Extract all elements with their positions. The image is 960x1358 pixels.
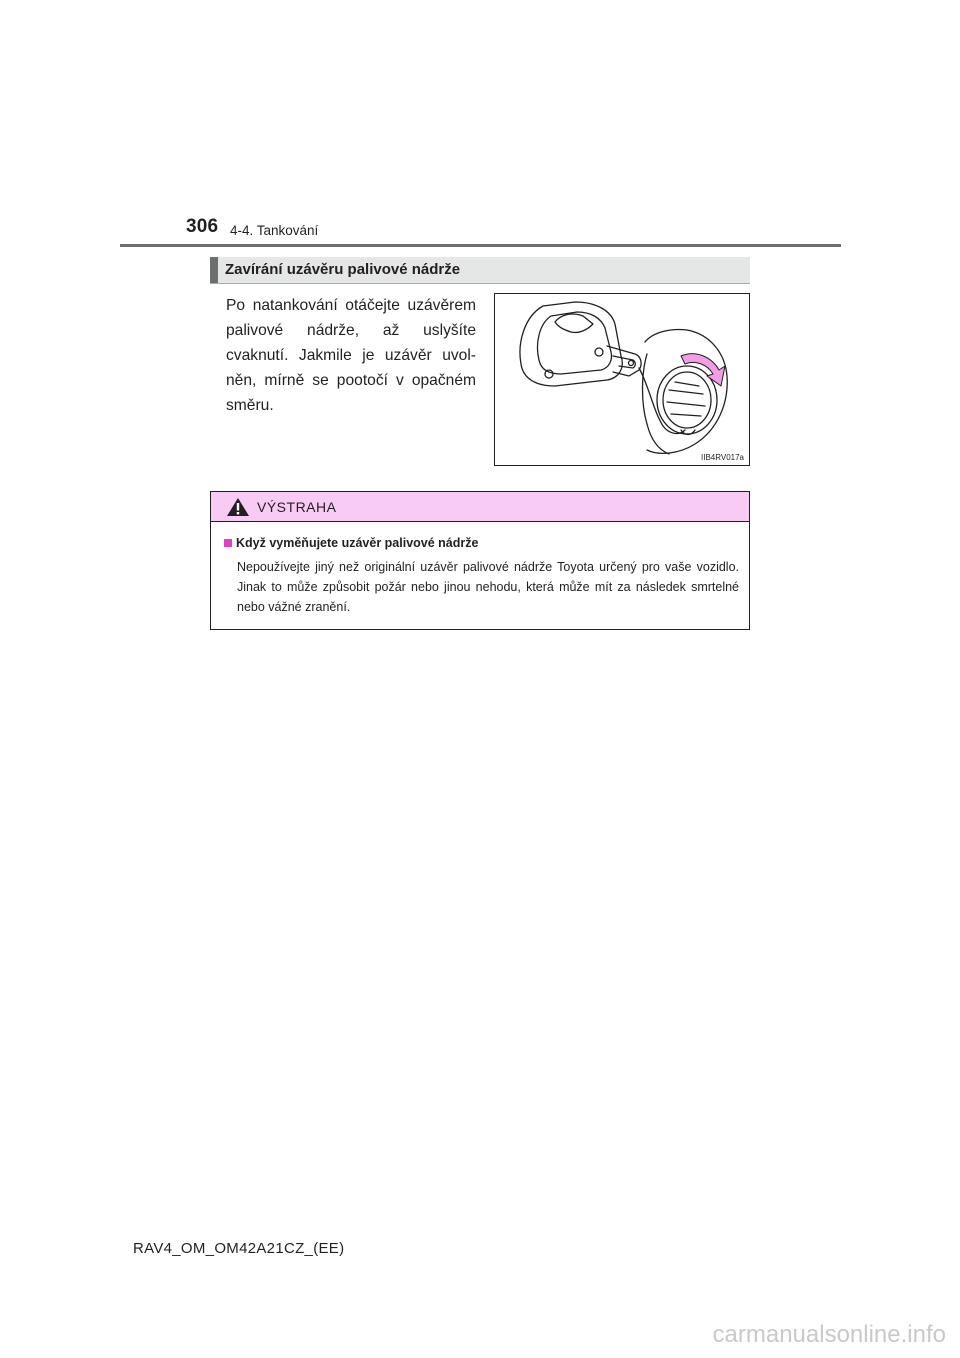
subheading-accent xyxy=(210,257,218,283)
subheading-text: Zavírání uzávěru palivové nádrže xyxy=(225,261,461,278)
page-number: 306 xyxy=(186,216,219,237)
watermark: carmanualsonline.info xyxy=(712,1321,946,1348)
bullet-square-icon xyxy=(224,539,232,547)
warning-subheading xyxy=(224,536,478,550)
header-divider xyxy=(120,244,841,247)
body-paragraph: Po natankování otáčejte uzávěrem palivové nádrže, až uslyšíte cvaknutí. Jakmile je uzávěr uvolněn, mírně se pootočí v opačném směru. xyxy=(226,297,476,414)
warning-text: Nepoužívejte jiný než originální uzávěr palivové nádrže Toyota určený pro vaše vozidlo. Jinak to může způsobit požár nebo jinou nehodu, která může mít za následek smrtelné nebo vážné zranění. xyxy=(237,560,739,614)
warning-header xyxy=(211,492,749,522)
subheading-bar xyxy=(210,257,750,284)
fuel-cap-drawing xyxy=(495,294,749,465)
figure-code: IIB4RV017a xyxy=(701,453,744,462)
footer-code: RAV4_OM_OM42A21CZ_(EE) xyxy=(133,1240,345,1257)
warning-subheading-text: Když vyměňujete uzávěr palivové nádrže xyxy=(236,536,479,550)
warning-title: VÝSTRAHA xyxy=(257,499,337,515)
warning-triangle-icon xyxy=(226,497,250,517)
section-title: 4-4. Tankování xyxy=(230,223,319,238)
warning-box xyxy=(210,491,750,630)
fuel-cap-illustration xyxy=(494,293,750,466)
